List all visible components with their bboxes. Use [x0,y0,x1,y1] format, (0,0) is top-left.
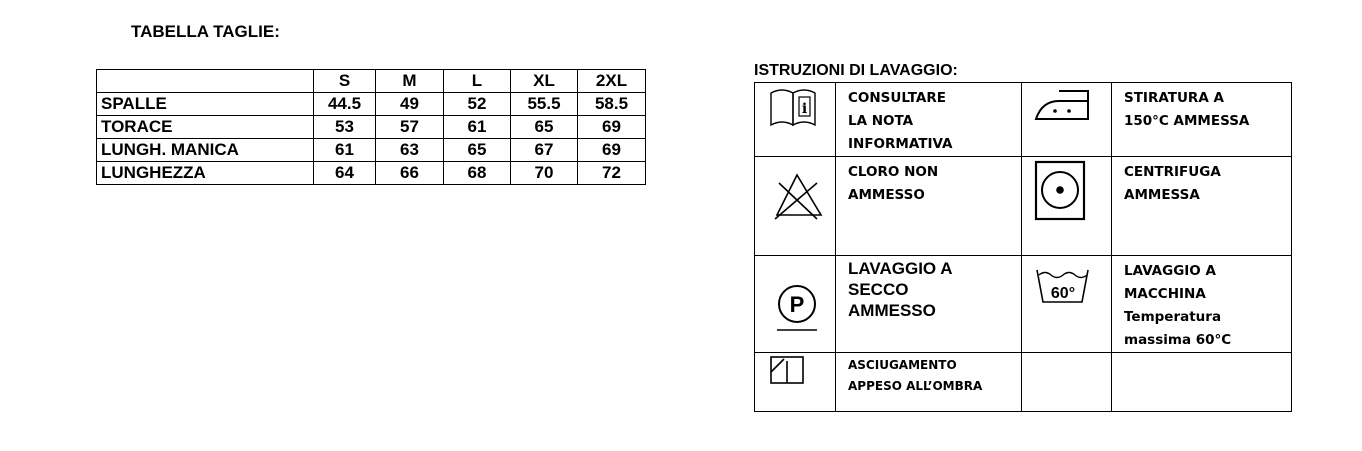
care-text-iron: STIRATURA A 150°C AMMESSA [1124,90,1250,129]
care-row [755,83,1292,157]
care-icon-cell [755,157,836,256]
cell-value: 49 [376,93,444,116]
cell-value: 69 [578,139,646,162]
size-header-2xl: 2XL [578,70,646,93]
care-text-cell [836,157,1022,256]
size-table-title: TABELLA TAGLIE: [131,22,280,41]
cell-value: 55.5 [511,93,578,116]
care-empty-cell [1022,353,1112,412]
table-row [97,162,646,185]
table-row [97,116,646,139]
care-text-cell [1112,83,1292,157]
care-text-cell [1112,256,1292,353]
care-text-machine-wash: LAVAGGIO A MACCHINA Temperatura massima 60°C [1124,263,1232,348]
care-text-line-dry: ASCIUGAMENTO APPESO ALL’OMBRA [848,358,983,393]
care-text-cell [836,256,1022,353]
row-label: LUNGHEZZA [97,162,314,185]
wash-60-icon [1022,256,1111,316]
care-instructions-table [754,82,1292,412]
dry-clean-p-icon [755,256,835,346]
care-row [755,157,1292,256]
care-row [755,353,1292,412]
cell-value: 67 [511,139,578,162]
cell-value: 53 [314,116,376,139]
cell-value: 57 [376,116,444,139]
size-header-l: L [444,70,511,93]
care-icon-cell [755,83,836,157]
size-header-m: M [376,70,444,93]
care-text-no-bleach: CLORO NON AMMESSO [848,164,939,203]
cell-value: 52 [444,93,511,116]
cell-value: 61 [444,116,511,139]
tumble-dry-icon [1022,157,1111,227]
table-row [97,93,646,116]
size-header-blank [97,70,314,93]
row-label: TORACE [97,116,314,139]
row-label: SPALLE [97,93,314,116]
cell-value: 44.5 [314,93,376,116]
care-text-cell [836,353,1022,412]
cell-value: 68 [444,162,511,185]
cell-value: 66 [376,162,444,185]
care-icon-cell [755,353,836,412]
cell-value: 58.5 [578,93,646,116]
info-book-icon [755,83,835,133]
care-text-consult: CONSULTARE LA NOTA INFORMATIVA [848,90,953,152]
no-bleach-icon [755,157,835,227]
cell-value: 72 [578,162,646,185]
care-text-cell [836,83,1022,157]
table-row [97,139,646,162]
wash-title: ISTRUZIONI DI LAVAGGIO: [754,62,958,79]
care-icon-cell [1022,83,1112,157]
care-icon-cell [1022,157,1112,256]
cell-value: 61 [314,139,376,162]
cell-value: 69 [578,116,646,139]
size-table [96,69,646,185]
dry-clean-p-label: P [789,292,805,317]
iron-two-dots-icon [1022,83,1111,133]
care-empty-cell [1112,353,1292,412]
row-label: LUNGH. MANICA [97,139,314,162]
size-header-xl: XL [511,70,578,93]
care-text-cell [1112,157,1292,256]
wash-60-label: 60° [1050,285,1076,302]
size-table-header-row [97,70,646,93]
size-header-s: S [314,70,376,93]
care-row [755,256,1292,353]
cell-value: 65 [511,116,578,139]
care-icon-cell [1022,256,1112,353]
care-text-dry-clean: LAVAGGIO A SECCO AMMESSO [848,259,953,320]
svg-text:i: i [801,101,808,117]
line-dry-shade-icon [755,353,835,393]
care-icon-cell [755,256,836,353]
cell-value: 64 [314,162,376,185]
cell-value: 63 [376,139,444,162]
cell-value: 70 [511,162,578,185]
care-text-spin: CENTRIFUGA AMMESSA [1124,164,1221,203]
cell-value: 65 [444,139,511,162]
